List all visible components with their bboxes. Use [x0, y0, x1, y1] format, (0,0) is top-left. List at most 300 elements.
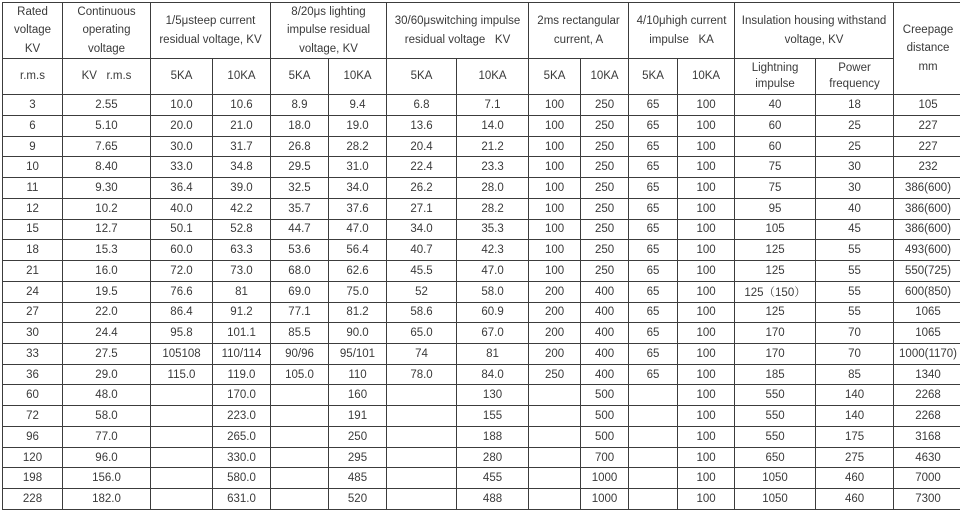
cell: 400 [581, 281, 629, 302]
cell: 31.7 [213, 136, 271, 157]
cell: 100 [529, 157, 581, 178]
cell: 95/101 [329, 343, 387, 364]
cell: 65.0 [387, 323, 457, 344]
cell: 34.8 [213, 157, 271, 178]
cell: 7000 [894, 468, 960, 489]
cell: 21.0 [213, 115, 271, 136]
cell: 40 [816, 198, 894, 219]
cell: 28.2 [457, 198, 529, 219]
cell: 33 [3, 343, 63, 364]
col-group-insulation-withstand: Insulation housing withstand voltage, KV [735, 3, 894, 59]
subcol-switching-10ka: 10KA [457, 59, 529, 95]
cell: 105.0 [271, 364, 329, 385]
col-group-steep-current-residual: 1/5μsteep current residual voltage, KV [151, 3, 271, 59]
cell [629, 489, 678, 510]
cell: 600(850) [894, 281, 960, 302]
cell: 63.3 [213, 240, 271, 261]
cell: 125 [735, 240, 816, 261]
cell: 198 [3, 468, 63, 489]
subcol-power-frequency: Power frequency [816, 59, 894, 95]
cell: 69.0 [271, 281, 329, 302]
cell: 65 [629, 261, 678, 282]
cell: 24.4 [63, 323, 151, 344]
table-row [3, 136, 960, 157]
cell: 455 [457, 468, 529, 489]
cell: 81 [213, 281, 271, 302]
header-sub-row [3, 59, 960, 95]
cell: 21 [3, 261, 63, 282]
cell: 44.7 [271, 219, 329, 240]
cell: 100 [529, 219, 581, 240]
cell [151, 406, 213, 427]
cell: 500 [581, 426, 629, 447]
cell: 160 [329, 385, 387, 406]
cell: 110/114 [213, 343, 271, 364]
table-row [3, 447, 960, 468]
cell: 60 [3, 385, 63, 406]
cell: 73.0 [213, 261, 271, 282]
cell: 29.5 [271, 157, 329, 178]
table-row [3, 302, 960, 323]
cell: 18.0 [271, 115, 329, 136]
cell [151, 489, 213, 510]
cell: 19.0 [329, 115, 387, 136]
cell: 250 [581, 261, 629, 282]
table-row [3, 426, 960, 447]
cell: 105 [894, 95, 960, 116]
cell [271, 385, 329, 406]
cell: 60.9 [457, 302, 529, 323]
cell: 20.0 [151, 115, 213, 136]
cell: 100 [678, 178, 735, 199]
table-row [3, 261, 960, 282]
cell [151, 385, 213, 406]
cell: 100 [678, 115, 735, 136]
cell: 100 [678, 302, 735, 323]
cell: 65 [629, 219, 678, 240]
cell: 100 [529, 261, 581, 282]
cell: 250 [329, 426, 387, 447]
cell [629, 406, 678, 427]
cell: 68.0 [271, 261, 329, 282]
cell: 460 [816, 468, 894, 489]
cell: 100 [678, 261, 735, 282]
table-row [3, 157, 960, 178]
cell: 500 [581, 385, 629, 406]
cell: 96.0 [63, 447, 151, 468]
cell: 24 [3, 281, 63, 302]
cell: 70 [816, 343, 894, 364]
cell: 250 [581, 219, 629, 240]
table-row [3, 489, 960, 510]
subcol-rms: r.m.s [3, 59, 63, 95]
cell: 140 [816, 406, 894, 427]
cell: 275 [816, 447, 894, 468]
cell: 72 [3, 406, 63, 427]
cell: 182.0 [63, 489, 151, 510]
col-group-rectangular-current: 2ms rectangular current, A [529, 3, 629, 59]
cell: 85.5 [271, 323, 329, 344]
col-group-high-current-impulse: 4/10μhigh current impulse KA [629, 3, 735, 59]
table-row [3, 281, 960, 302]
cell: 95 [735, 198, 816, 219]
cell: 700 [581, 447, 629, 468]
cell: 1050 [735, 489, 816, 510]
cell: 175 [816, 426, 894, 447]
cell: 75.0 [329, 281, 387, 302]
cell: 631.0 [213, 489, 271, 510]
cell: 28.0 [457, 178, 529, 199]
cell: 400 [581, 323, 629, 344]
cell: 265.0 [213, 426, 271, 447]
cell: 105 [735, 219, 816, 240]
cell: 250 [581, 136, 629, 157]
cell: 9.4 [329, 95, 387, 116]
cell [529, 468, 581, 489]
cell: 155 [457, 406, 529, 427]
cell [529, 447, 581, 468]
cell: 77.1 [271, 302, 329, 323]
header-group-row [3, 3, 960, 59]
cell: 91.2 [213, 302, 271, 323]
cell: 125 [735, 302, 816, 323]
cell: 1065 [894, 302, 960, 323]
cell: 100 [678, 95, 735, 116]
cell: 100 [529, 136, 581, 157]
cell: 78.0 [387, 364, 457, 385]
cell: 493(600) [894, 240, 960, 261]
cell: 280 [457, 447, 529, 468]
cell: 70 [816, 323, 894, 344]
cell: 520 [329, 489, 387, 510]
cell: 40 [735, 95, 816, 116]
cell: 115.0 [151, 364, 213, 385]
cell [529, 385, 581, 406]
table-row [3, 468, 960, 489]
cell: 55 [816, 240, 894, 261]
cell: 6.8 [387, 95, 457, 116]
cell [387, 468, 457, 489]
cell: 100 [678, 426, 735, 447]
cell: 55 [816, 302, 894, 323]
cell: 22.0 [63, 302, 151, 323]
cell: 65 [629, 281, 678, 302]
cell: 30 [3, 323, 63, 344]
cell: 65 [629, 95, 678, 116]
cell: 386(600) [894, 178, 960, 199]
cell: 100 [678, 468, 735, 489]
cell: 58.6 [387, 302, 457, 323]
cell: 40.0 [151, 198, 213, 219]
cell: 400 [581, 343, 629, 364]
cell: 550 [735, 406, 816, 427]
cell: 580.0 [213, 468, 271, 489]
col-group-lighting-impulse-residual: 8/20μs lighting impulse residual voltage, KV [271, 3, 387, 59]
cell: 15.3 [63, 240, 151, 261]
cell: 10.2 [63, 198, 151, 219]
cell: 200 [529, 343, 581, 364]
cell: 37.6 [329, 198, 387, 219]
table-row [3, 323, 960, 344]
cell: 81.2 [329, 302, 387, 323]
cell: 485 [329, 468, 387, 489]
cell: 100 [678, 219, 735, 240]
cell: 250 [581, 115, 629, 136]
cell: 29.0 [63, 364, 151, 385]
cell: 86.4 [151, 302, 213, 323]
cell: 386(600) [894, 198, 960, 219]
subcol-switching-5ka: 5KA [387, 59, 457, 95]
cell: 100 [678, 343, 735, 364]
cell: 19.5 [63, 281, 151, 302]
cell [529, 406, 581, 427]
cell: 250 [581, 240, 629, 261]
cell: 1000 [581, 489, 629, 510]
cell: 120 [3, 447, 63, 468]
subcol-steep-5ka: 5KA [151, 59, 213, 95]
cell: 100 [678, 240, 735, 261]
cell: 2268 [894, 406, 960, 427]
cell: 28.2 [329, 136, 387, 157]
cell: 100 [529, 95, 581, 116]
table-row [3, 385, 960, 406]
subcol-kv-rms: KV r.m.s [63, 59, 151, 95]
cell: 101.1 [213, 323, 271, 344]
cell: 7.65 [63, 136, 151, 157]
cell: 1065 [894, 323, 960, 344]
cell: 25 [816, 115, 894, 136]
cell: 60 [735, 115, 816, 136]
cell: 40.7 [387, 240, 457, 261]
table-body [3, 95, 960, 510]
cell: 65 [629, 178, 678, 199]
cell: 65 [629, 136, 678, 157]
cell: 100 [678, 385, 735, 406]
cell: 60.0 [151, 240, 213, 261]
cell: 227 [894, 136, 960, 157]
cell: 188 [457, 426, 529, 447]
cell: 550 [735, 385, 816, 406]
cell: 81 [457, 343, 529, 364]
cell: 84.0 [457, 364, 529, 385]
table-row [3, 178, 960, 199]
cell: 34.0 [329, 178, 387, 199]
table-row [3, 240, 960, 261]
cell: 125 [735, 261, 816, 282]
cell: 27.5 [63, 343, 151, 364]
cell: 125（150） [735, 281, 816, 302]
cell: 33.0 [151, 157, 213, 178]
cell: 488 [457, 489, 529, 510]
cell [271, 426, 329, 447]
cell [271, 406, 329, 427]
cell: 8.9 [271, 95, 329, 116]
cell: 9 [3, 136, 63, 157]
cell: 26.8 [271, 136, 329, 157]
cell [529, 426, 581, 447]
subcol-lightning-impulse: Lightning impulse [735, 59, 816, 95]
cell [151, 426, 213, 447]
cell: 53.6 [271, 240, 329, 261]
cell: 55 [816, 281, 894, 302]
cell: 119.0 [213, 364, 271, 385]
cell: 185 [735, 364, 816, 385]
cell: 47.0 [329, 219, 387, 240]
cell: 48.0 [63, 385, 151, 406]
cell: 250 [581, 157, 629, 178]
cell: 30 [816, 178, 894, 199]
cell: 34.0 [387, 219, 457, 240]
subcol-lighting-10ka: 10KA [329, 59, 387, 95]
cell: 30.0 [151, 136, 213, 157]
cell: 12.7 [63, 219, 151, 240]
cell: 2268 [894, 385, 960, 406]
cell [151, 468, 213, 489]
cell: 21.2 [457, 136, 529, 157]
cell: 100 [678, 323, 735, 344]
cell: 55 [816, 261, 894, 282]
cell: 39.0 [213, 178, 271, 199]
cell: 65 [629, 198, 678, 219]
col-group-switching-impulse-residual: 30/60μswitching impulse residual voltage KV [387, 3, 529, 59]
cell: 56.4 [329, 240, 387, 261]
cell: 20.4 [387, 136, 457, 157]
cell: 36 [3, 364, 63, 385]
cell: 1000(1170) [894, 343, 960, 364]
cell: 14.0 [457, 115, 529, 136]
cell [387, 447, 457, 468]
cell: 25 [816, 136, 894, 157]
subcol-steep-10ka: 10KA [213, 59, 271, 95]
cell [629, 447, 678, 468]
col-group-continuous-operating-voltage: Continuous operating voltage [63, 3, 151, 59]
cell: 8.40 [63, 157, 151, 178]
cell: 60 [735, 136, 816, 157]
cell: 65 [629, 157, 678, 178]
cell: 26.2 [387, 178, 457, 199]
cell: 72.0 [151, 261, 213, 282]
cell: 223.0 [213, 406, 271, 427]
cell: 170 [735, 343, 816, 364]
cell: 4630 [894, 447, 960, 468]
table-row [3, 343, 960, 364]
cell: 35.3 [457, 219, 529, 240]
cell: 65 [629, 323, 678, 344]
cell: 250 [581, 178, 629, 199]
cell: 67.0 [457, 323, 529, 344]
cell: 77.0 [63, 426, 151, 447]
subcol-highcur-10ka: 10KA [678, 59, 735, 95]
cell: 45.5 [387, 261, 457, 282]
cell: 650 [735, 447, 816, 468]
cell: 10.6 [213, 95, 271, 116]
cell: 50.1 [151, 219, 213, 240]
cell: 65 [629, 115, 678, 136]
cell: 6 [3, 115, 63, 136]
cell: 23.3 [457, 157, 529, 178]
cell: 200 [529, 323, 581, 344]
cell: 74 [387, 343, 457, 364]
cell: 550 [735, 426, 816, 447]
subcol-rect-10ka: 10KA [581, 59, 629, 95]
cell: 1340 [894, 364, 960, 385]
cell: 250 [581, 95, 629, 116]
subcol-lighting-5ka: 5KA [271, 59, 329, 95]
cell: 100 [678, 198, 735, 219]
cell [271, 447, 329, 468]
table-header [3, 3, 960, 95]
cell: 3 [3, 95, 63, 116]
cell: 35.7 [271, 198, 329, 219]
cell: 460 [816, 489, 894, 510]
table-row [3, 406, 960, 427]
cell: 130 [457, 385, 529, 406]
cell: 52.8 [213, 219, 271, 240]
cell: 170.0 [213, 385, 271, 406]
cell: 75 [735, 157, 816, 178]
cell: 191 [329, 406, 387, 427]
cell: 7.1 [457, 95, 529, 116]
cell: 100 [678, 281, 735, 302]
cell: 42.3 [457, 240, 529, 261]
cell: 31.0 [329, 157, 387, 178]
cell: 52 [387, 281, 457, 302]
cell: 27.1 [387, 198, 457, 219]
cell: 200 [529, 281, 581, 302]
cell: 400 [581, 302, 629, 323]
cell [529, 489, 581, 510]
cell: 100 [529, 178, 581, 199]
cell: 7300 [894, 489, 960, 510]
cell: 42.2 [213, 198, 271, 219]
cell: 156.0 [63, 468, 151, 489]
cell [387, 406, 457, 427]
cell: 10 [3, 157, 63, 178]
cell: 75 [735, 178, 816, 199]
cell: 90/96 [271, 343, 329, 364]
table-row [3, 95, 960, 116]
cell: 140 [816, 385, 894, 406]
cell: 200 [529, 302, 581, 323]
cell: 5.10 [63, 115, 151, 136]
cell: 3168 [894, 426, 960, 447]
cell: 10.0 [151, 95, 213, 116]
spec-table [2, 2, 960, 510]
cell: 65 [629, 240, 678, 261]
cell: 95.8 [151, 323, 213, 344]
table-row [3, 198, 960, 219]
cell: 100 [678, 157, 735, 178]
cell: 22.4 [387, 157, 457, 178]
cell: 13.6 [387, 115, 457, 136]
cell: 227 [894, 115, 960, 136]
cell [629, 468, 678, 489]
table-row [3, 219, 960, 240]
cell: 2.55 [63, 95, 151, 116]
cell: 105108 [151, 343, 213, 364]
cell: 30 [816, 157, 894, 178]
cell: 250 [581, 198, 629, 219]
cell: 27 [3, 302, 63, 323]
cell: 58.0 [63, 406, 151, 427]
cell [387, 385, 457, 406]
cell: 9.30 [63, 178, 151, 199]
cell: 550(725) [894, 261, 960, 282]
cell: 65 [629, 343, 678, 364]
cell [387, 489, 457, 510]
cell: 386(600) [894, 219, 960, 240]
cell: 100 [678, 447, 735, 468]
